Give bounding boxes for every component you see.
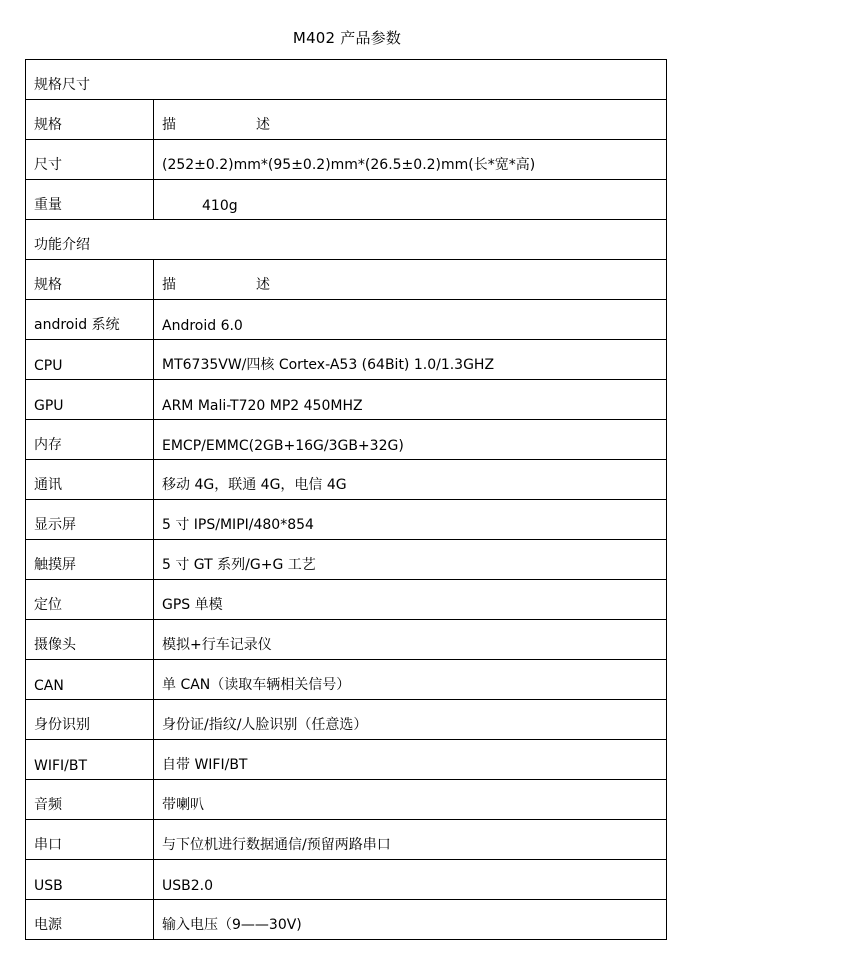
table-row bbox=[26, 900, 667, 940]
row-value: 移动 4G，联通 4G，电信 4G bbox=[154, 460, 667, 500]
table-row bbox=[26, 340, 667, 380]
header-spec-cell: 规格 bbox=[26, 260, 154, 300]
row-value bbox=[154, 180, 667, 220]
row-label: 重量 bbox=[26, 180, 154, 220]
table-row bbox=[26, 500, 667, 540]
header-desc-cell bbox=[154, 100, 667, 140]
row-value: 模拟+行车记录仪 bbox=[154, 620, 667, 660]
row-label: USB bbox=[26, 860, 154, 900]
row-label: 显示屏 bbox=[26, 500, 154, 540]
row-value: USB2.0 bbox=[154, 860, 667, 900]
row-label: GPU bbox=[26, 380, 154, 420]
row-label: 身份识别 bbox=[26, 700, 154, 740]
row-value: 自带 WIFI/BT bbox=[154, 740, 667, 780]
table-row bbox=[26, 540, 667, 580]
header-desc-cell bbox=[154, 260, 667, 300]
row-value: 输入电压（9——30V) bbox=[154, 900, 667, 940]
table-header-row bbox=[26, 260, 667, 300]
table-row bbox=[26, 780, 667, 820]
table-row bbox=[26, 820, 667, 860]
row-value: 带喇叭 bbox=[154, 780, 667, 820]
row-label: 触摸屏 bbox=[26, 540, 154, 580]
row-value: 与下位机进行数据通信/预留两路串口 bbox=[154, 820, 667, 860]
row-value: EMCP/EMMC(2GB+16G/3GB+32G) bbox=[154, 420, 667, 460]
table-row bbox=[26, 420, 667, 460]
row-value: (252±0.2)mm*(95±0.2)mm*(26.5±0.2)mm(长*宽*高) bbox=[154, 140, 667, 180]
table-row bbox=[26, 580, 667, 620]
header-desc-part-a: 描 bbox=[162, 277, 176, 293]
header-desc-part-b: 述 bbox=[256, 277, 270, 293]
row-value: 身份证/指纹/人脸识别（任意选） bbox=[154, 700, 667, 740]
table-header-row bbox=[26, 100, 667, 140]
row-label: WIFI/BT bbox=[26, 740, 154, 780]
section-heading-cell: 规格尺寸 bbox=[26, 60, 667, 100]
table-row bbox=[26, 380, 667, 420]
header-spec-cell: 规格 bbox=[26, 100, 154, 140]
section-heading-functions bbox=[26, 220, 667, 260]
table-row bbox=[26, 660, 667, 700]
table-row bbox=[26, 860, 667, 900]
table-row bbox=[26, 700, 667, 740]
row-label: 内存 bbox=[26, 420, 154, 460]
row-value: Android 6.0 bbox=[154, 300, 667, 340]
row-value: 5 寸 IPS/MIPI/480*854 bbox=[154, 500, 667, 540]
row-label: android 系统 bbox=[26, 300, 154, 340]
row-label: 串口 bbox=[26, 820, 154, 860]
table-row bbox=[26, 140, 667, 180]
row-label: 音频 bbox=[26, 780, 154, 820]
row-value: MT6735VW/四核 Cortex-A53 (64Bit) 1.0/1.3GHZ bbox=[154, 340, 667, 380]
weight-value: 410g bbox=[202, 198, 238, 214]
header-desc-part-b: 述 bbox=[256, 117, 270, 133]
row-value: 单 CAN（读取车辆相关信号） bbox=[154, 660, 667, 700]
table-row bbox=[26, 180, 667, 220]
table-row bbox=[26, 620, 667, 660]
row-label: 定位 bbox=[26, 580, 154, 620]
row-value: GPS 单模 bbox=[154, 580, 667, 620]
row-label: CPU bbox=[26, 340, 154, 380]
row-label: 电源 bbox=[26, 900, 154, 940]
page-title: M402 产品参数 bbox=[292, 29, 402, 47]
row-label: CAN bbox=[26, 660, 154, 700]
row-value: 5 寸 GT 系列/G+G 工艺 bbox=[154, 540, 667, 580]
row-value: ARM Mali-T720 MP2 450MHZ bbox=[154, 380, 667, 420]
section-heading-cell: 功能介绍 bbox=[26, 220, 667, 260]
row-label: 尺寸 bbox=[26, 140, 154, 180]
row-label: 通讯 bbox=[26, 460, 154, 500]
table-row bbox=[26, 300, 667, 340]
header-desc-part-a: 描 bbox=[162, 117, 176, 133]
row-label: 摄像头 bbox=[26, 620, 154, 660]
table-row bbox=[26, 740, 667, 780]
section-heading-dimensions bbox=[26, 60, 667, 100]
table-row bbox=[26, 460, 667, 500]
spec-table bbox=[25, 59, 667, 940]
